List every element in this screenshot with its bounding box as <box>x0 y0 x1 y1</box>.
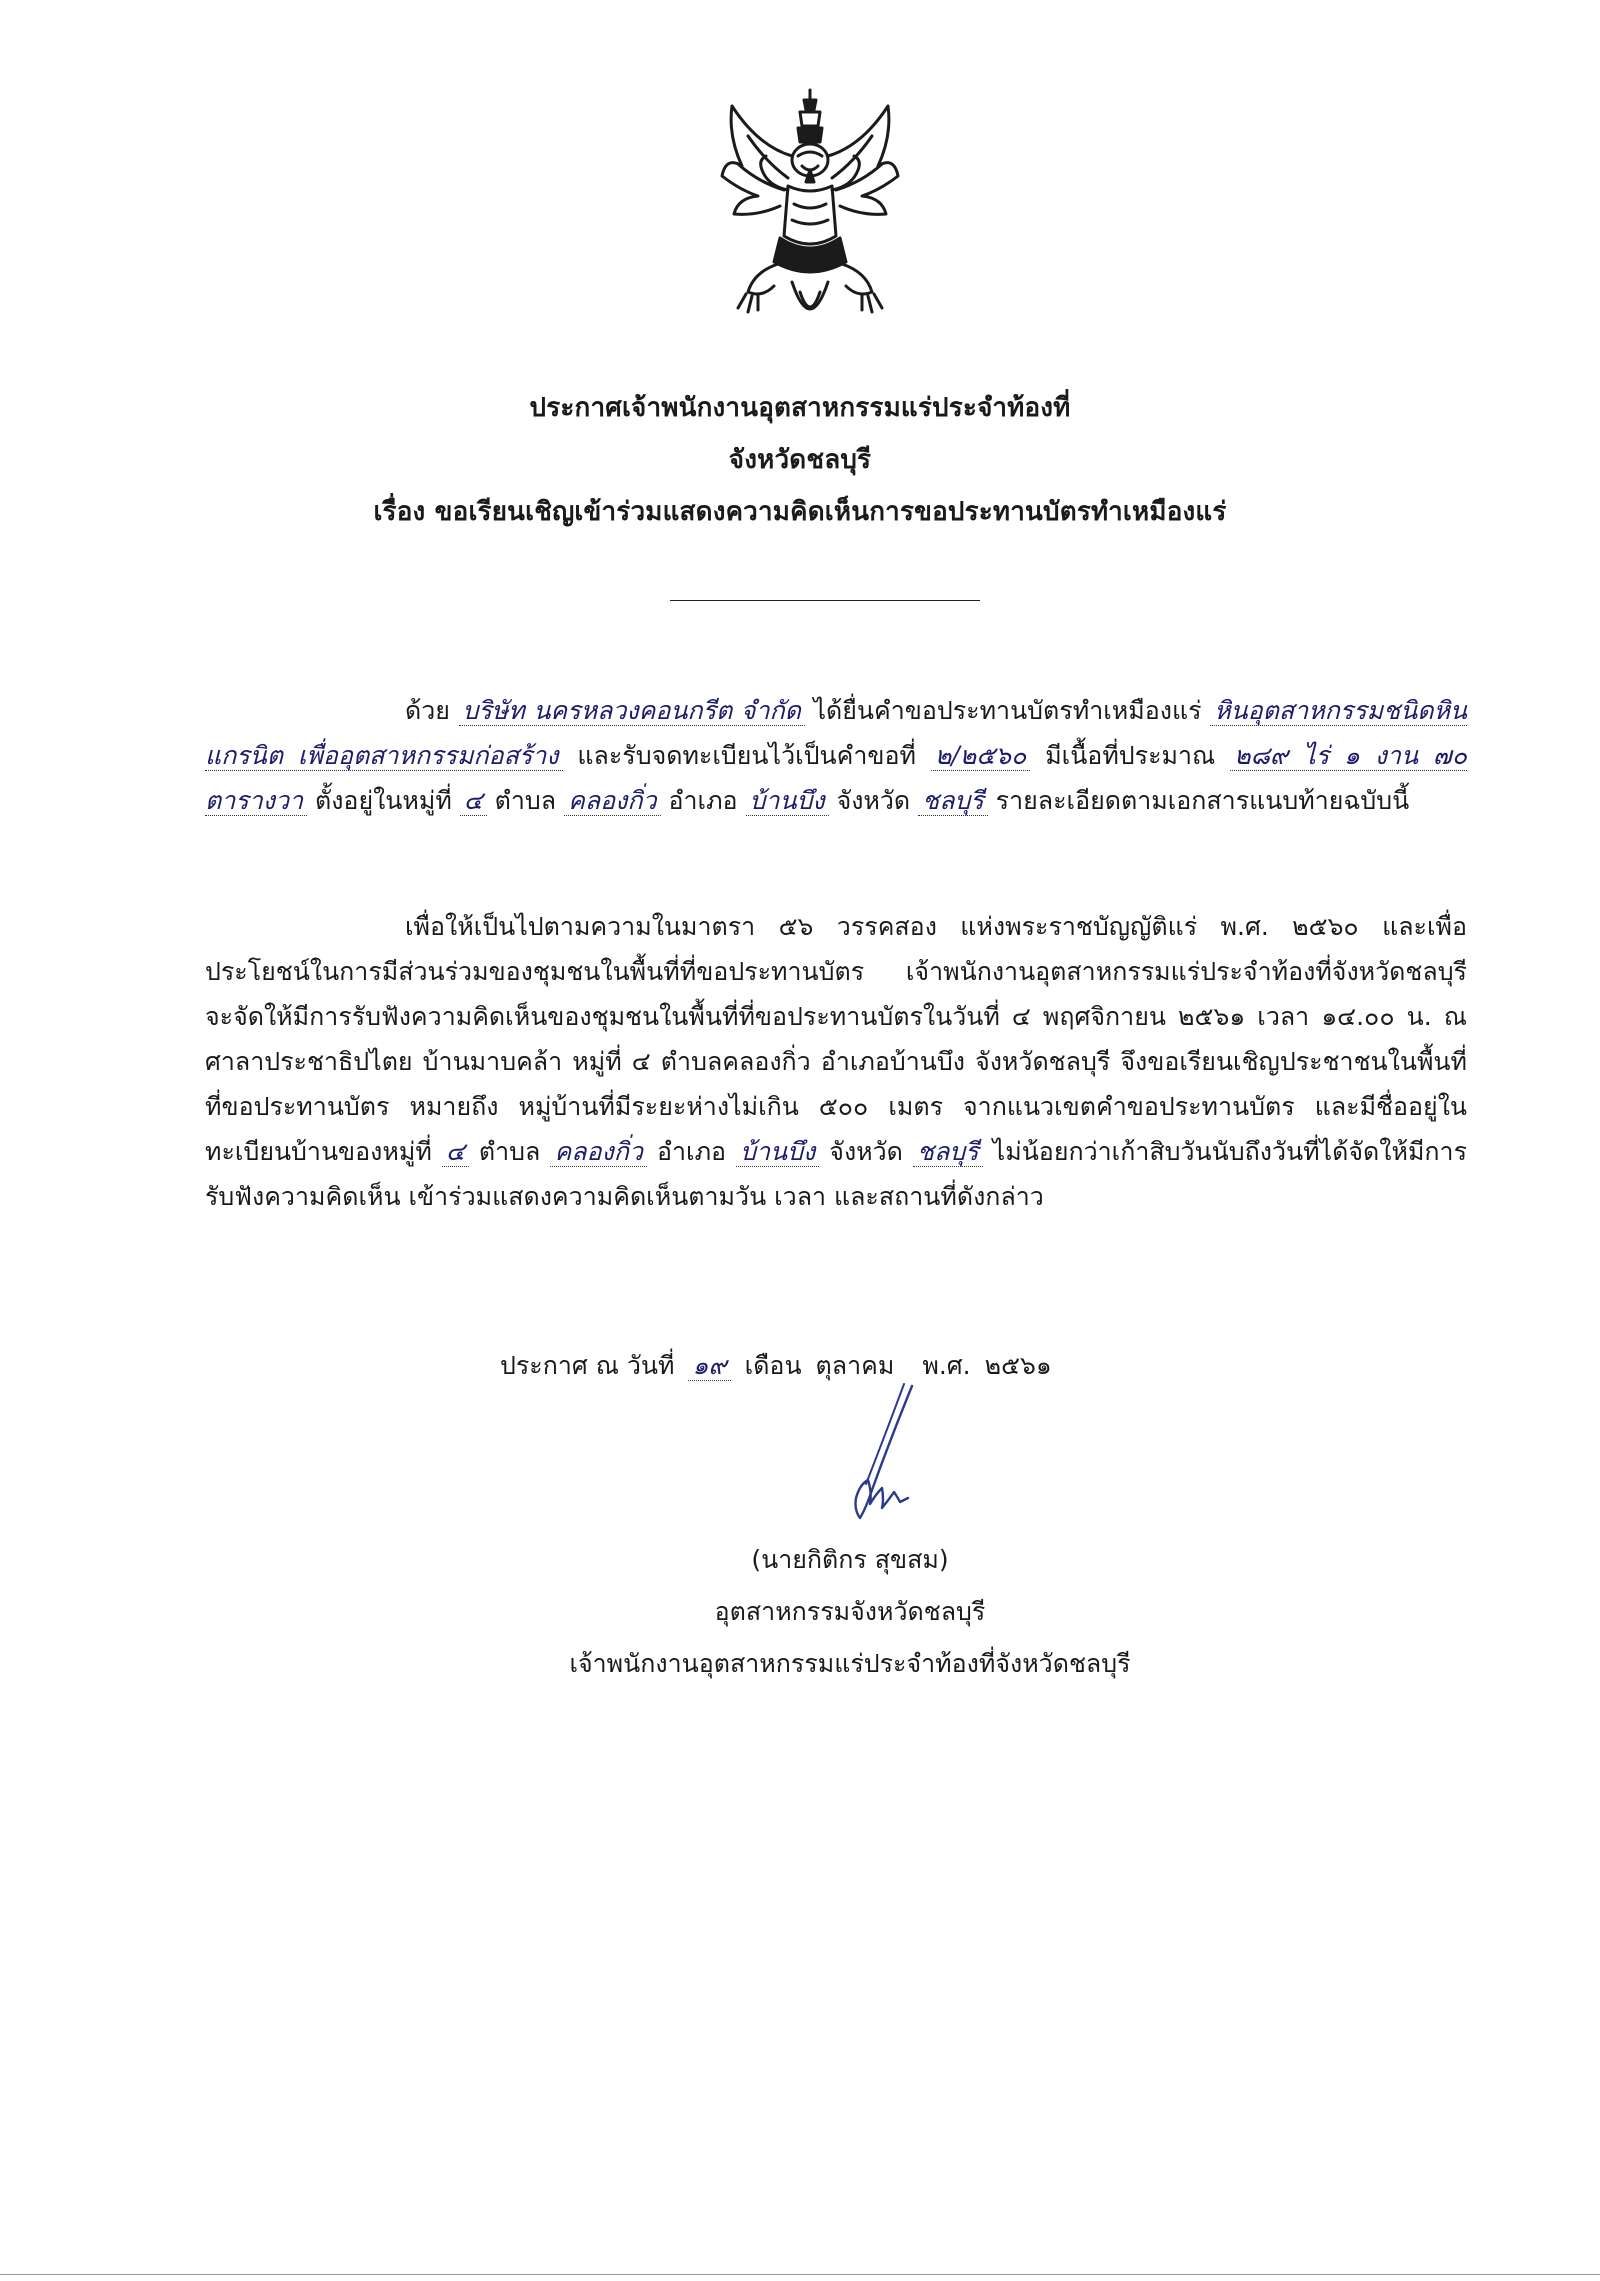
announcement-subject: เรื่อง ขอเรียนเชิญเข้าร่วมแสดงความคิดเห็นการขอประทานบัตรทำเหมืองแร่ <box>373 497 1227 527</box>
date-year: ๒๕๖๑ <box>984 1351 1052 1380</box>
request-number: ๒/๒๕๖๐ <box>931 741 1030 771</box>
province-name: ชลบุรี <box>918 786 988 816</box>
p1-text: ด้วย <box>405 696 450 725</box>
p1-text: มีเนื้อที่ประมาณ <box>1045 741 1216 770</box>
p1-text: จังหวัด <box>836 786 911 815</box>
p1-text: ได้ยื่นคำขอประทานบัตรทำเหมืองแร่ <box>813 696 1202 725</box>
title-divider <box>670 600 980 601</box>
mineral-type: หินอุตสาหกรรมชนิดหินแกรนิต เพื่ออุตสาหกรรมก่อสร้าง <box>205 696 1468 770</box>
year-label: พ.ศ. <box>922 1351 971 1380</box>
company-name: บริษัท นครหลวงคอนกรีต จำกัด <box>459 696 805 726</box>
paragraph-hearing <box>205 904 1467 1219</box>
moo-number: ๔ <box>460 786 487 816</box>
paragraph-application <box>205 688 1467 823</box>
amphoe-name: บ้านบึง <box>746 786 829 816</box>
area-size: ๒๘๙ ไร่ ๑ งาน ๗๐ ตารางวา <box>205 741 1467 815</box>
tambon-name: คลองกิ่ว <box>564 786 660 816</box>
p1-text: ตำบล <box>494 786 557 815</box>
p1-text: และรับจดทะเบียนไว้เป็นคำขอที่ <box>577 741 916 770</box>
date-label: ประกาศ ณ วันที่ <box>500 1351 675 1380</box>
p2-text: อำเภอ <box>656 1137 727 1166</box>
announcement-title: ประกาศเจ้าพนักงานอุตสาหกรรมแร่ประจำท้องที่ <box>529 393 1071 423</box>
amphoe-name: บ้านบึง <box>736 1137 819 1167</box>
p2-text: ไม่น้อยกว่าเก้าสิบวันนับถึงวันที่ได้จัดให้มีการรับฟังความคิดเห็น เข้าร่วมแสดงความคิดเห็นตามวัน เวลา และสถานที่ดังกล่าว <box>205 1137 1468 1211</box>
signature-icon <box>820 1380 930 1530</box>
p1-text: ตั้งอยู่ในหมู่ที่ <box>314 786 452 815</box>
date-month: ตุลาคม <box>815 1351 895 1380</box>
p1-text: รายละเอียดตามเอกสารแนบท้ายฉบับนี้ <box>995 786 1410 815</box>
p2-text: จังหวัด <box>829 1137 903 1166</box>
province-name: ชลบุรี <box>913 1137 983 1167</box>
signer-name: (นายกิติกร สุขสม) <box>751 1545 949 1574</box>
moo-number: ๔ <box>442 1137 469 1167</box>
announcement-province: จังหวัดชลบุรี <box>728 445 872 475</box>
p2-text: เพื่อให้เป็นไปตามความในมาตรา ๕๖ วรรคสอง แห่งพระราชบัญญัติแร่ พ.ศ. ๒๕๖๐ และเพื่อประโยชน์ในการมีส่วนร่วมของชุมชนในพื้นที่ที่ขอประทานบัตร เจ้าพนักงานอุตสาหกรรมแร่ประจำท้องที่จังหวัดชลบุรี จะจัดให้มีการรับฟังความคิดเห็นของชุมชนในพื้นที่ที่ขอประทานบัตรในวันที่ ๔ พฤศจิกายน ๒๕๖๑ เวลา ๑๔.๐๐ น. ณ ศาลาประชาธิปไตย บ้านมาบคล้า หมู่ที่ ๔ ตำบลคลองกิ่ว อำเภอบ้านบึง จังหวัดชลบุรี จึงขอเรียนเชิญประชาชนในพื้นที่ที่ขอประทานบัตร หมายถึง หมู่บ้านที่มีระยะห่างไม่เกิน ๕๐๐ เมตร จากแนวเขตคำขอประทานบัตร และมีชื่ออยู่ในทะเบียนบ้านของหมู่ที่ <box>205 912 1467 1166</box>
scan-edge-line <box>0 2274 1600 2275</box>
p2-text: ตำบล <box>478 1137 541 1166</box>
garuda-emblem-icon <box>718 86 902 338</box>
p1-text: อำเภอ <box>668 786 738 815</box>
signer-position: อุตสาหกรรมจังหวัดชลบุรี <box>714 1597 986 1626</box>
month-label: เดือน <box>744 1351 802 1380</box>
signer-role: เจ้าพนักงานอุตสาหกรรมแร่ประจำท้องที่จังหวัดชลบุรี <box>569 1649 1131 1678</box>
date-day: ๑๙ <box>688 1351 730 1381</box>
tambon-name: คลองกิ่ว <box>550 1137 646 1167</box>
